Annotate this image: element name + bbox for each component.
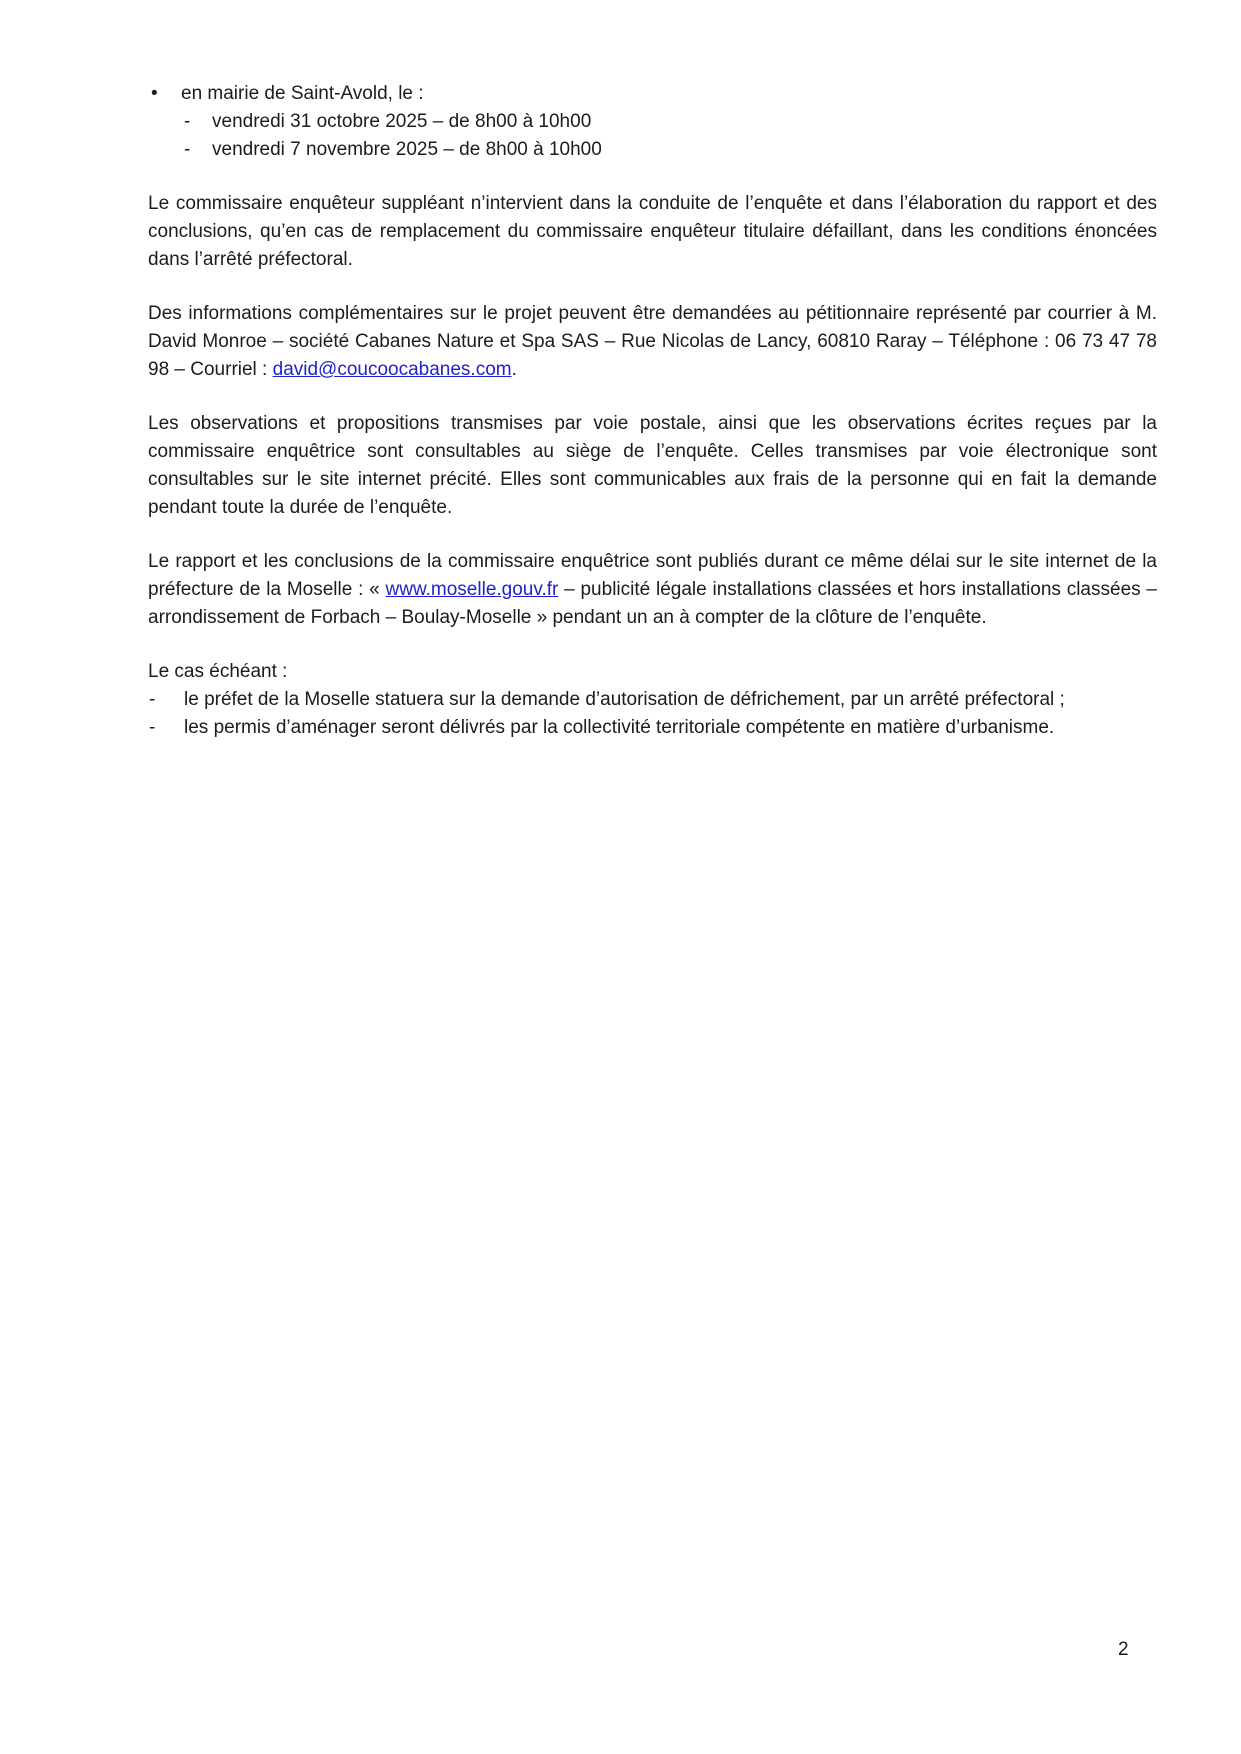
informations-text: Des informations complémentaires sur le projet peuvent être demandées au pétitionnaire représenté par courrier à M. David Monroe – société Cabanes Nature et Spa SAS – Rue Nicolas de Lancy, 60810 Raray – Téléphone : 06 73 47 78 98 – Courriel : xyxy=(148,303,1157,380)
location-date: vendredi 7 novembre 2025 – de 8h00 à 10h00 xyxy=(212,139,602,160)
echeant-list-item xyxy=(148,686,1157,714)
paragraph-observations: Les observations et propositions transmises par voie postale, ainsi que les observations écrites reçues par la commissaire enquêtrice sont consultables au siège de l’enquête. Celles transmises par voie électronique sont consultables sur le site internet précité. Elles sont communicables aux frais de la personne qui en fait la demande pendant toute la durée de l’enquête. xyxy=(148,413,1157,518)
dash-marker: - xyxy=(184,111,191,132)
page-number: 2 xyxy=(1118,1639,1129,1660)
location-date-item xyxy=(148,108,1157,136)
location-date-item xyxy=(148,136,1157,164)
rapport-text-end: – publicité légale installations classées et hors installations classées – arrondissement de Forbach – Boulay-Moselle » pendant un an à compter de la clôture de l’enquête. xyxy=(148,579,1157,628)
moselle-website-link[interactable]: www.moselle.gouv.fr xyxy=(385,579,559,600)
echeant-intro: Le cas échéant : xyxy=(148,661,288,682)
location-date: vendredi 31 octobre 2025 – de 8h00 à 10h00 xyxy=(212,111,592,132)
echeant-item-text: les permis d’aménager seront délivrés par la collectivité territoriale compétente en matière d’urbanisme. xyxy=(184,717,1055,738)
paragraph-suppleant: Le commissaire enquêteur suppléant n’intervient dans la conduite de l’enquête et dans l’élaboration du rapport et des conclusions, qu’en cas de remplacement du commissaire enquêteur titulaire défaillant, dans les conditions énoncées dans l’arrêté préfectoral. xyxy=(148,193,1157,270)
rapport-text: Le rapport et les conclusions de la commissaire enquêtrice sont publiés durant ce même délai sur le site internet de la préfecture de la Moselle : « xyxy=(148,551,1157,600)
dash-marker: - xyxy=(149,689,156,710)
location-list-item xyxy=(148,80,1157,108)
page-content xyxy=(148,80,1157,742)
dash-marker: - xyxy=(149,717,156,738)
paragraph-rapport xyxy=(148,548,1157,632)
echeant-list-item xyxy=(148,714,1157,742)
informations-text-end: . xyxy=(511,359,517,380)
dash-marker: - xyxy=(184,139,191,160)
bullet-marker: • xyxy=(151,83,158,104)
echeant-item-text: le préfet de la Moselle statuera sur la demande d’autorisation de défrichement, par un arrêté préfectoral ; xyxy=(184,689,1065,710)
paragraph-informations xyxy=(148,300,1157,384)
email-link[interactable]: david@coucoocabanes.com xyxy=(272,359,512,380)
location-intro: en mairie de Saint-Avold, le : xyxy=(181,83,424,104)
